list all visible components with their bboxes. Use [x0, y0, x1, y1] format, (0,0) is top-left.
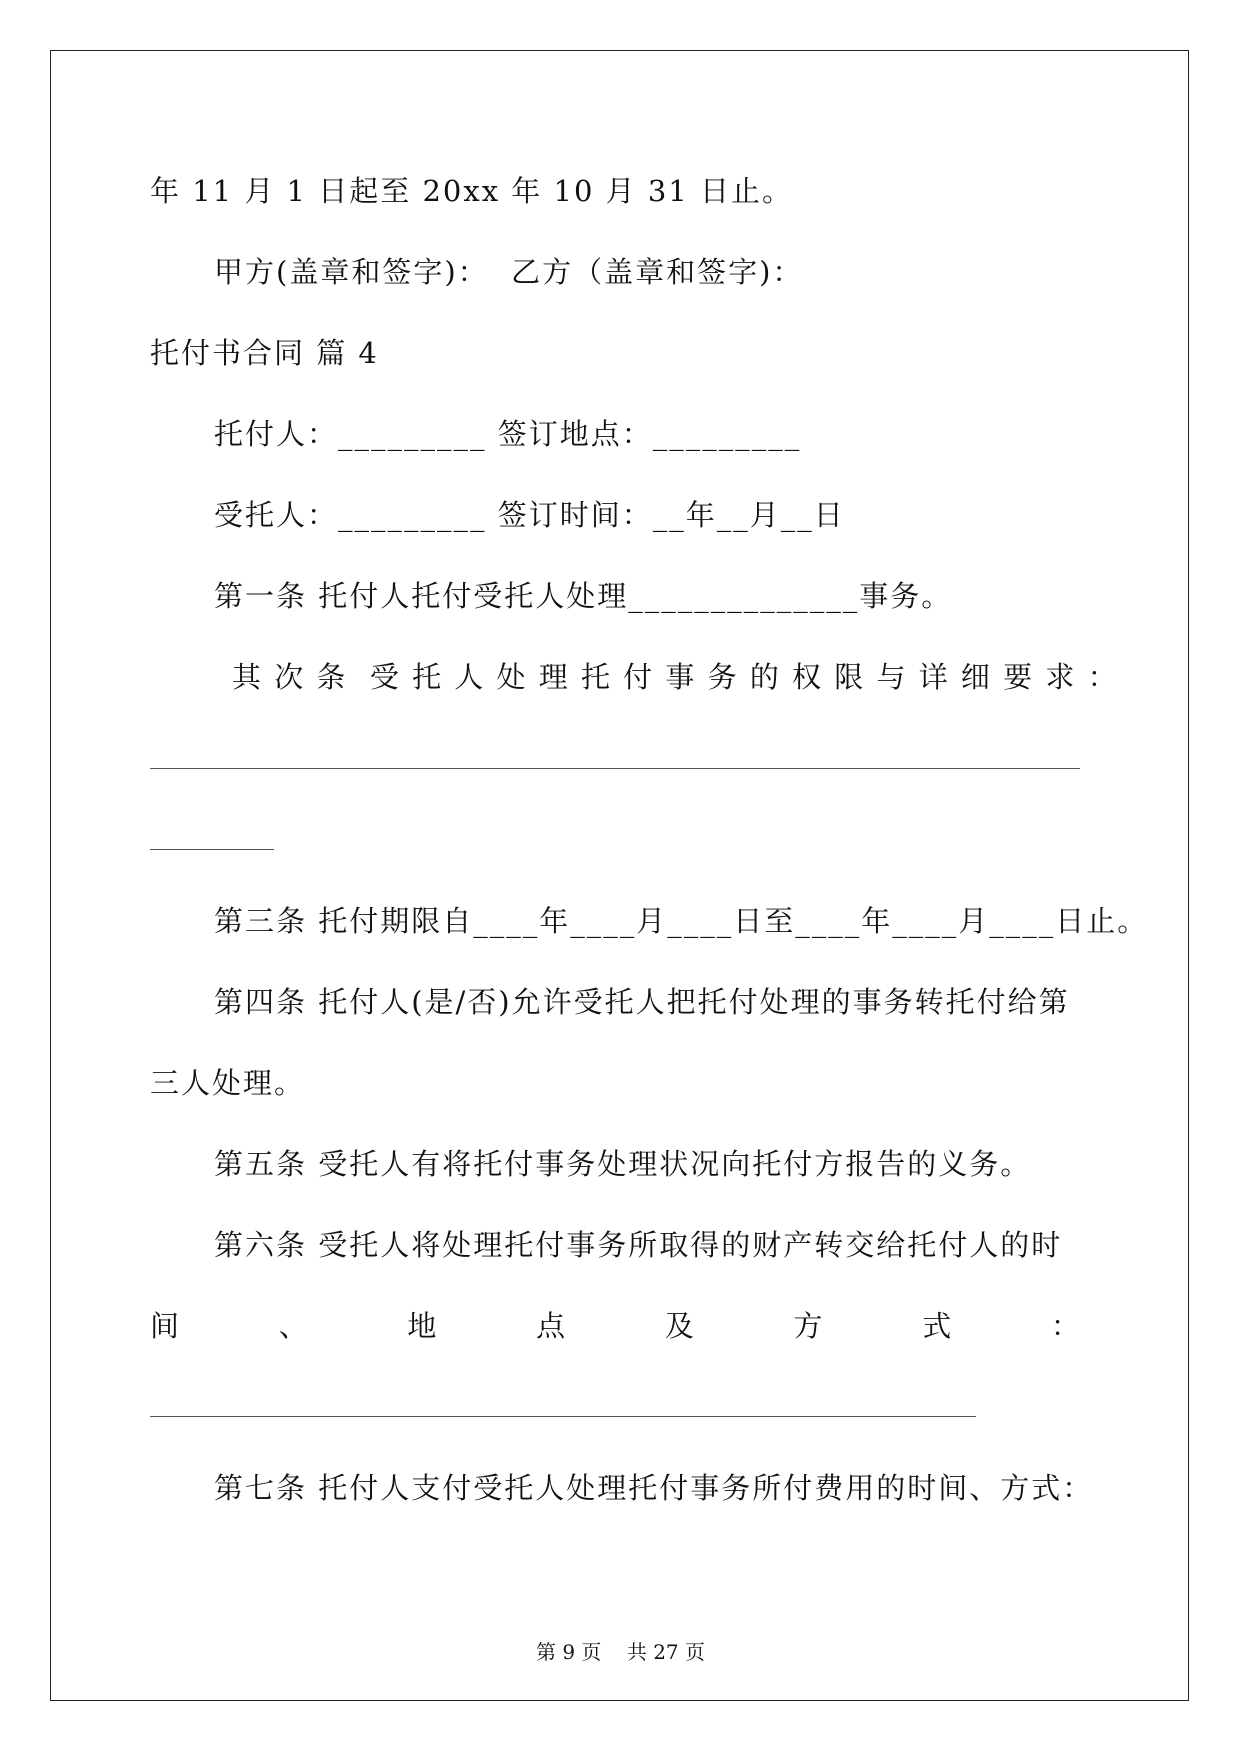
- text-line-term-dates: 年 11 月 1 日起至 20xx 年 10 月 31 日止。: [150, 174, 793, 208]
- text-line-signatures: 甲方(盖章和签字)： 乙方（盖章和签字)：: [214, 255, 804, 289]
- spread-char: 点: [536, 1309, 566, 1343]
- spread-char: 间: [150, 1309, 180, 1343]
- spread-char: 式: [922, 1309, 952, 1343]
- spread-char: 地: [407, 1309, 437, 1343]
- page-border: [50, 50, 1189, 1701]
- spread-char: ：: [1050, 1309, 1080, 1343]
- article-6-line-1: 第六条 受托人将处理托付事务所取得的财产转交给托付人的时: [214, 1228, 1063, 1262]
- blank-line-medium: [150, 1416, 976, 1417]
- text-line-agent-time: 受托人：_________ 签订时间：__年__月__日: [214, 498, 845, 532]
- text-line-principal-place: 托付人：_________ 签订地点：_________: [214, 417, 802, 451]
- article-4-line-2: 三人处理。: [150, 1066, 306, 1100]
- blank-line-short: [150, 849, 274, 850]
- page-footer: 第 9 页 共 27 页: [535, 1640, 706, 1664]
- article-2: 其 次 条 受 托 人 处 理 托 付 事 务 的 权 限 与 详 细 要 求 ：: [232, 660, 1119, 694]
- article-4-line-1: 第四条 托付人(是/否)允许受托人把托付处理的事务转托付给第: [214, 985, 1070, 1019]
- blank-line-long: [150, 768, 1080, 769]
- spread-char: 、: [278, 1309, 308, 1343]
- article-7: 第七条 托付人支付受托人处理托付事务所付费用的时间、方式：: [214, 1471, 1094, 1505]
- article-5: 第五条 受托人有将托付事务处理状况向托付方报告的义务。: [214, 1147, 1032, 1181]
- article-6-line-2: [150, 1309, 1080, 1343]
- article-3: 第三条 托付期限自____年____月____日至____年____月____日止。: [214, 904, 1149, 938]
- spread-char: 方: [793, 1309, 823, 1343]
- section-heading: 托付书合同 篇 4: [150, 336, 379, 370]
- spread-char: 及: [664, 1309, 694, 1343]
- article-1: 第一条 托付人托付受托人处理______________事务。: [214, 579, 953, 613]
